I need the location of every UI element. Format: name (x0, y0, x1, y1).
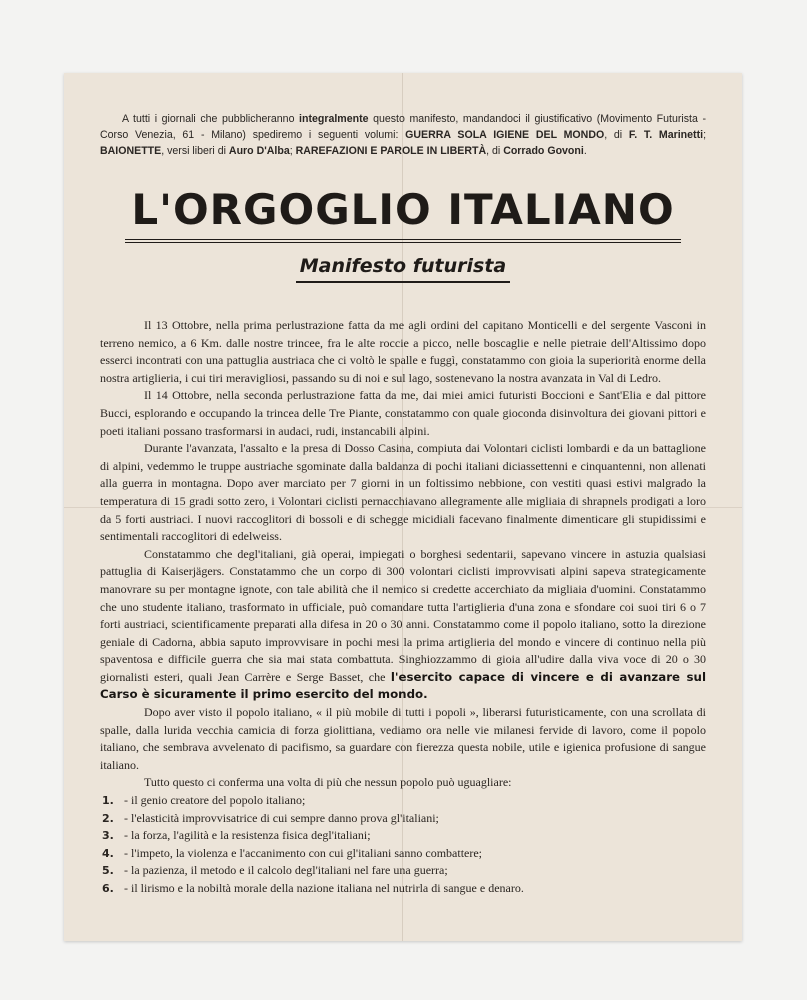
list-item (100, 845, 706, 863)
paragraph: Il 13 Ottobre, nella prima perlustrazione fatta da me agli ordini del capitano Monticelli e del sergente Vasconi in terreno nemico, a 6 Km. dalle nostre trincee, fra le alte roccie a picco, nelle boscaglie e nelle pietraie dell'Altissimo dopo esserci incontrati con una pattuglia austriaca che ci voltò le spalle e fuggì, constatammo con gioia la superiorità enorme della nostra artiglieria, i cui tiri meravigliosi, passando su di noi e sul lago, sostenevano la nostra avanzata in Val di Ledro. (100, 318, 706, 385)
list-text: - la forza, l'agilità e la resistenza fisica degl'italiani; (124, 828, 371, 843)
list-number: 2. (102, 811, 114, 825)
notice-emphasis: integralmente (299, 113, 369, 125)
list-number: 6. (102, 882, 114, 895)
list-text: - il lirismo e la nobiltà morale della nazione italiana nel nutrirla di sangue e denaro. (124, 881, 524, 895)
notice-text: , di (486, 145, 504, 157)
notice-text: . (583, 145, 587, 157)
qualities-list (100, 792, 706, 898)
book-title: BAIONETTE (100, 145, 162, 157)
publication-notice (100, 111, 706, 159)
list-text: - l'impeto, la violenza e l'accanimento con cui gl'italiani sanno combattere; (124, 845, 483, 860)
title-block (100, 183, 706, 243)
book-title: RAREFAZIONI E PAROLE IN LIBERTÀ (295, 145, 487, 157)
paragraph: Il 14 Ottobre, nella seconda perlustrazione fatta da me, dai miei amici futuristi Boccioni e Sant'Elia e dal pittore Bucci, esplorando e occupando la trincea delle Tre Piante, constatammo con quale gioconda disinvoltura dei giovani pittori e poeti italiani possano trasformarsi in audaci, rudi, instancabili alpini. (100, 388, 706, 438)
manifesto-body (100, 317, 706, 898)
list-item (100, 792, 706, 810)
list-number: 4. (102, 846, 114, 860)
paragraph: Durante l'avanzata, l'assalto e la presa di Dosso Casina, compiuta dai Volontari ciclisti lombardi e da un battaglione di alpini, vedemmo le truppe austriache sgominate dalla baldanza di pochi italiani diciassettenni e cinquantenni, non allenati alla guerra in montagna. Dopo aver marciato per 7 giorni in un foltissimo nebbione, con vestiti quasi estivi malgrado la temperatura di 15 gradi sotto zero, i Volontari ciclisti pernacchiavano allegramente alle migliaia di shrapnels prodigati a loro da 5 forti austriaci. I nuovi raccoglitori di bossoli e di schegge micidiali facevano finalmente dimenticare gli stupidissimi e sentimentali raccoglitori di edelweiss. (100, 441, 706, 544)
notice-text: ; (703, 129, 707, 141)
book-author: Corrado Govoni (503, 145, 584, 157)
list-number: 3. (102, 829, 114, 843)
main-title: L'ORGOGLIO ITALIANO (125, 183, 680, 243)
list-text: - la pazienza, il metodo e il calcolo degl'italiani nel fare una guerra; (124, 863, 448, 878)
subtitle: Manifesto futurista (296, 253, 510, 283)
list-item (100, 880, 706, 898)
list-text: - l'elasticità improvvisatrice di cui sempre danno prova gl'italiani; (124, 810, 439, 825)
subtitle-block (100, 253, 706, 283)
notice-text: , di (604, 129, 629, 141)
list-text: - il genio creatore del popolo italiano; (124, 793, 306, 808)
list-item (100, 862, 706, 880)
paragraph (100, 546, 706, 704)
emphasized-statement: l'esercito capace di vincere e di avanzare sul Carso è sicuramente il primo esercito del mondo. (100, 669, 706, 702)
manifesto-sheet (64, 73, 742, 941)
list-number: 5. (102, 864, 114, 878)
book-author: F. T. Marinetti (628, 129, 704, 141)
paragraph: Dopo aver visto il popolo italiano, « il più mobile di tutti i popoli », liberarsi futuristicamente, con una scrollata di spalle, dalla lurida vecchia camicia di forza giolittiana, vediamo ora nelle vie milanesi fervide di lavoro, come il popolo italiano, che sembrava avvelenato di pacifismo, sa guardare con fierezza questa nobile, utile e igienica profusione di sangue italiano. (100, 705, 706, 772)
list-item (100, 810, 706, 828)
list-item (100, 827, 706, 845)
notice-text: ; (289, 145, 296, 157)
book-title: GUERRA SOLA IGIENE DEL MONDO (405, 129, 605, 141)
notice-text: A tutti i giornali che pubblicheranno (122, 113, 300, 125)
notice-text: , versi liberi di (161, 145, 229, 157)
paragraph: Tutto questo ci conferma una volta di più che nessun popolo può uguagliare: (144, 775, 512, 790)
list-number: 1. (102, 794, 114, 808)
book-author: Auro D'Alba (228, 145, 290, 157)
notice-text: questo manifesto, mandandoci il giustificativo (Movimento Futurista - Corso Venezia, 61 - Milano) spediremo i seguenti volumi: (100, 113, 706, 141)
paragraph-text: Constatammo che degl'italiani, già operai, impiegati o borghesi sedentarii, sapevano vincere in astuzia qualsiasi pattuglia di Kaiserjägers. Constatammo che un corpo di 300 volontari ciclisti improvvisati alpini sapeva strategicamente manovrare su per montagne ignote, con tale abilità che il nemico si credette accerchiato da migliaia d'uomini. Constatammo che uno studente italiano, trasformato in ufficiale, può comandare tutta l'artiglieria d'una zona e sfondare coi suoi tiri 6 o 7 forti austriaci, scientificamente preparati alla difesa in 20 o 30 anni. Constatammo come il popolo italiano, sotto la direzione geniale di Cadorna, abbia saputo improvvisare in pochi mesi la prima artiglieria del mondo e vincere di continuo nella più spaventosa e difficile guerra che sia mai stata combattuta. Singhiozzammo di gioia all'udire dalla viva voce di 20 o 30 giornalisti esteri, quali Jean Carrère e Serge Basset, che (100, 546, 706, 684)
